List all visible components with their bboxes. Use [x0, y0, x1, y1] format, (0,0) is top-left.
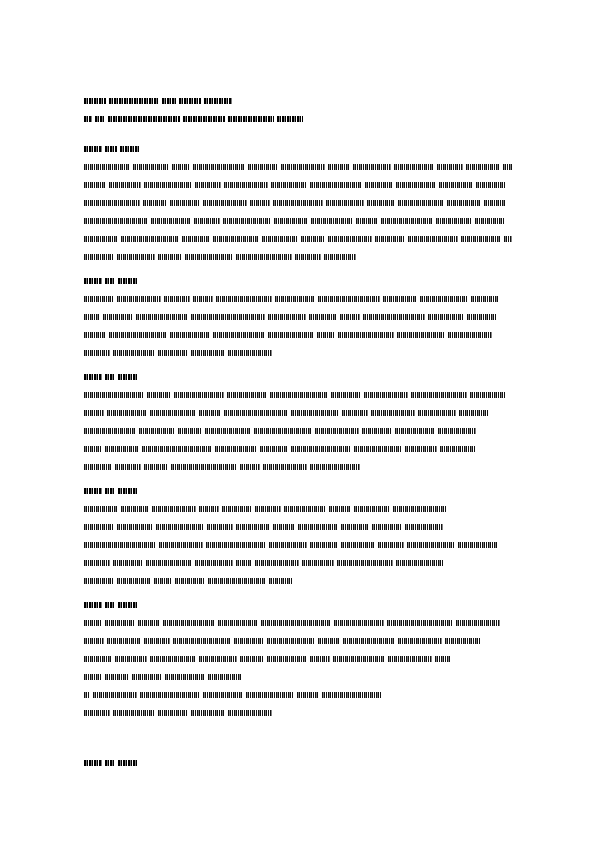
text-line [84, 236, 512, 242]
text-line [84, 314, 512, 320]
section-heading [84, 278, 141, 284]
text-line [84, 638, 512, 644]
text-line [84, 350, 284, 356]
section-heading [84, 760, 141, 766]
text-line [84, 254, 364, 260]
text-line [84, 164, 512, 170]
section-heading [84, 488, 141, 494]
section-heading [84, 146, 143, 152]
text-line [84, 542, 512, 548]
text-line [84, 560, 512, 566]
text-line [84, 656, 512, 662]
text-line [84, 218, 512, 224]
text-line [84, 182, 512, 188]
text-line [84, 296, 512, 302]
text-line [84, 578, 344, 584]
text-line [84, 392, 512, 398]
section-heading [84, 602, 141, 608]
document-subtitle [84, 116, 306, 122]
text-line [84, 332, 512, 338]
text-line [84, 674, 284, 680]
text-line [84, 410, 512, 416]
text-line [84, 506, 512, 512]
text-line [84, 464, 384, 470]
text-line [84, 620, 512, 626]
text-line [84, 710, 284, 716]
text-line [84, 200, 512, 206]
text-line [84, 428, 512, 434]
text-line [84, 692, 444, 698]
text-line [84, 524, 512, 530]
document-title [84, 98, 235, 104]
section-heading [84, 374, 141, 380]
text-line [84, 446, 512, 452]
